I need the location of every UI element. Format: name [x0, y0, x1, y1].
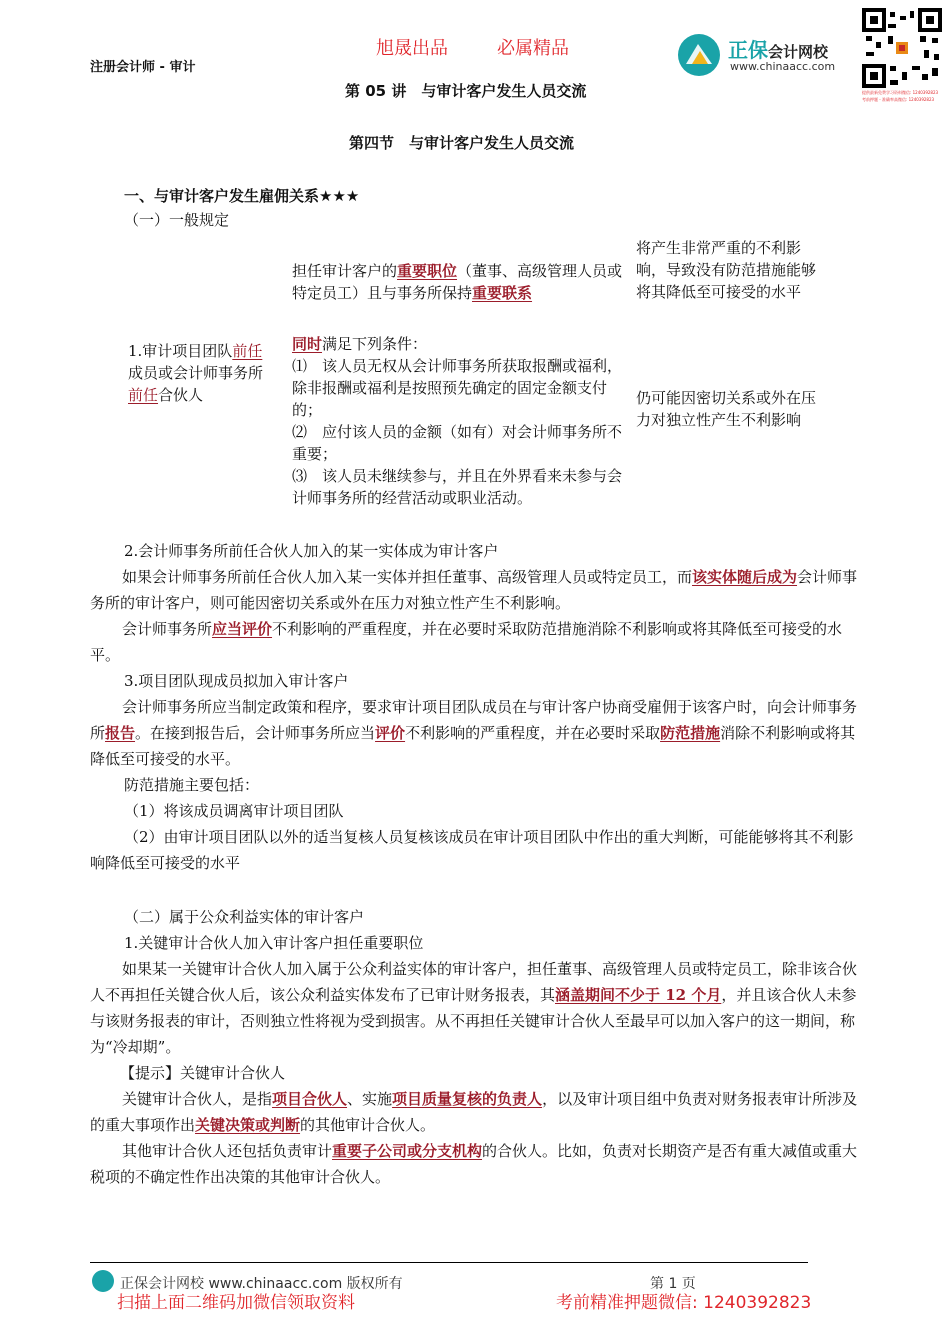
footer-logo-icon: [92, 1270, 114, 1292]
qr-caption-1: 提供最新免费学习资料微信: 1240392823: [862, 90, 939, 95]
footer-promo-left: 扫描上面二维码加微信领取资料: [117, 1293, 355, 1313]
slogan-right: 必属精品: [497, 38, 569, 59]
course-name: 注册会计师 - 审计: [90, 60, 196, 75]
sub-heading-public-interest: （二）属于公众利益实体的审计客户: [124, 908, 365, 926]
item2-title: 2.会计师事务所前任合伙人加入的某一实体成为审计客户: [124, 542, 499, 560]
lecture-title: 第 05 讲 与审计客户发生人员交流: [345, 82, 587, 100]
logo-url: www.chinaacc.com: [730, 60, 836, 73]
item3-paragraph: 会计师事务所应当制定政策和程序，要求审计项目团队成员在与审计客户协商受雇佣于该客户时，向会计师事务所报告。在接到报告后，会计师事务所应当评价不利影响的严重程度，并在必要时采取防范措施消除不利影响或将其降低至可接受的水平。: [90, 698, 858, 768]
tip-title: 【提示】关键审计合伙人: [120, 1064, 286, 1082]
part2-item1-paragraph: 如果某一关键审计合伙人加入属于公众利益实体的审计客户，担任董事、高级管理人员或特定员工，除非该合伙人不再担任关键合伙人后，该公众利益实体发布了已审计财务报表，其涵盖期间不少于 12 个月，并且该合伙人未参与该财务报表的审计，否则独立性将视为受到损害。从不再担任关键审计合伙人至最早可以加入客户的这一期间，称为“冷却期”。: [90, 960, 858, 1056]
tip-paragraph-2: 其他审计合伙人还包括负责审计重要子公司或分支机构的合伙人。比如，负责对长期资产是否有重大减值或重大税项的不确定性作出决策的其他审计合伙人。: [90, 1142, 858, 1186]
sub-heading-general: （一）一般规定: [124, 211, 230, 229]
safeguard-1: （1）将该成员调离审计项目团队: [124, 802, 344, 820]
footer-copyright: 正保会计网校 www.chinaacc.com 版权所有: [120, 1276, 403, 1292]
logo-brand: 正保: [728, 38, 768, 62]
item2-paragraph-1: 如果会计师事务所前任合伙人加入某一实体并担任董事、高级管理人员或特定员工，而该实体随后成为会计师事务所的审计客户，则可能因密切关系或外在压力对独立性产生不利影响。: [90, 568, 858, 612]
slogan-left: 旭晟出品: [376, 38, 448, 59]
safeguard-2: （2）由审计项目团队以外的适当复核人员复核该成员在审计项目团队中作出的重大判断，可能能够将其不利影响降低至可接受的水平: [90, 828, 854, 872]
table-cell-condition-a: 担任审计客户的重要职位（董事、高级管理人员或特定员工）且与事务所保持重要联系: [292, 262, 623, 302]
table-row-label: 1.审计项目团队前任成员或会计师事务所前任合伙人: [128, 342, 264, 404]
item3-title: 3.项目团队现成员拟加入审计客户: [124, 672, 349, 690]
footer-promo-right: 考前精准押题微信: 1240392823: [556, 1293, 812, 1313]
logo-brand-sub: 会计网校: [768, 43, 829, 61]
table-cell-result-a: 将产生非常严重的不利影响，导致没有防范措施能够将其降低至可接受的水平: [636, 239, 817, 301]
part2-item1-title: 1.关键审计合伙人加入审计客户担任重要职位: [124, 934, 424, 952]
conditions-lead: 同时满足下列条件：: [292, 335, 428, 353]
footer-page-number: 第 1 页: [650, 1276, 696, 1292]
item2-paragraph-2: 会计师事务所应当评价不利影响的严重程度，并在必要时采取防范措施消除不利影响或将其降低至可接受的水平。: [90, 620, 843, 664]
condition-2: ⑵ 应付该人员的金额（如有）对会计师事务所不重要；: [292, 423, 623, 463]
section-title: 第四节 与审计客户发生人员交流: [349, 134, 575, 152]
table-cell-condition-b: [292, 333, 626, 509]
safeguards-title: 防范措施主要包括：: [124, 776, 260, 794]
logo-mark-icon: [678, 34, 720, 76]
table-cell-result-b: 仍可能因密切关系或外在压力对独立性产生不利影响: [636, 389, 817, 429]
condition-3: ⑶ 该人员未继续参与，并且在外界看来未参与会计师事务所的经营活动或职业活动。: [292, 467, 623, 507]
qr-code: [862, 8, 942, 88]
part1-heading: 一、与审计客户发生雇佣关系★★★: [124, 187, 360, 205]
tip-paragraph-1: 关键审计合伙人，是指项目合伙人、实施项目质量复核的负责人，以及审计项目组中负责对财务报表审计所涉及的重大事项作出关键决策或判断的其他审计合伙人。: [90, 1090, 858, 1134]
qr-caption-2: 考前押题 - 准确率高微信: 1240392823: [862, 97, 935, 102]
condition-1: ⑴ 该人员无权从会计师事务所获取报酬或福利，除非报酬或福利是按照预先确定的固定金额支付的；: [292, 357, 623, 419]
chinaacc-logo: [678, 32, 858, 78]
footer-divider: [90, 1262, 808, 1263]
